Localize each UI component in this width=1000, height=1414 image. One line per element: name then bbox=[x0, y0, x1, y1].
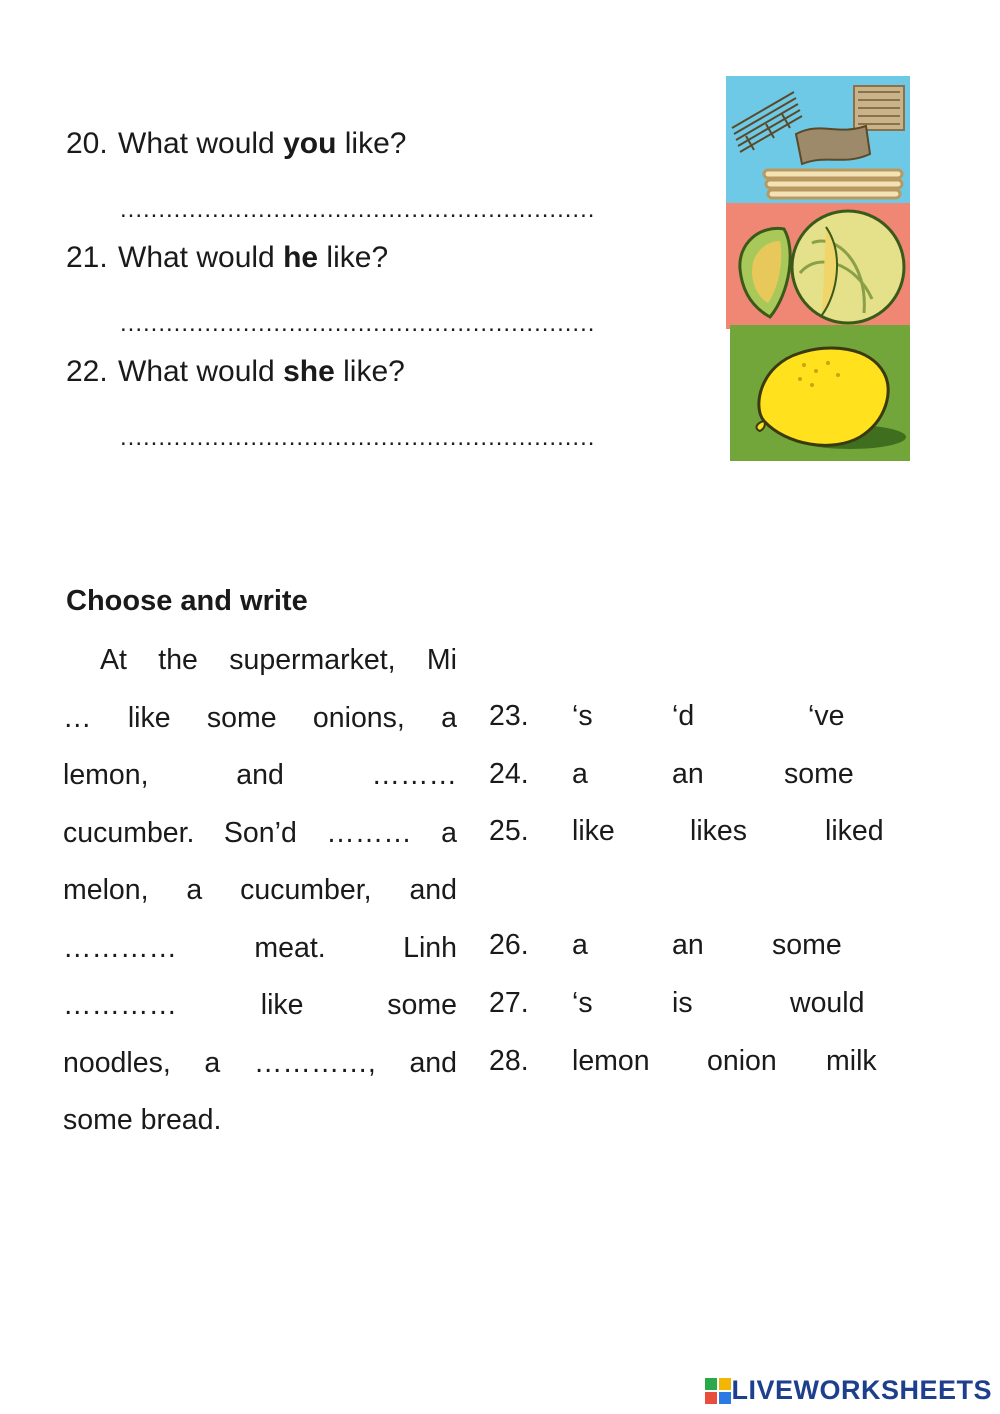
question-text-end: like? bbox=[318, 241, 389, 274]
option-choice[interactable]: ‘s bbox=[572, 700, 593, 732]
question-pronoun: you bbox=[283, 127, 337, 160]
option-row-23 bbox=[489, 700, 897, 733]
question-text: What would bbox=[118, 241, 284, 274]
option-number: 27. bbox=[489, 987, 529, 1019]
answer-line-22[interactable]: .............................................................. bbox=[120, 424, 596, 448]
passage bbox=[63, 642, 457, 1160]
option-choice[interactable]: some bbox=[784, 758, 854, 790]
passage-line: noodles, a …………, and bbox=[63, 1046, 457, 1079]
question-number: 21. bbox=[66, 241, 108, 274]
option-number: 26. bbox=[489, 929, 529, 961]
melon-picture bbox=[726, 203, 910, 329]
liveworksheets-logo-text: LIVEWORKSHEETS bbox=[731, 1375, 992, 1405]
passage-line: … like some onions, a bbox=[63, 701, 457, 734]
question-21 bbox=[66, 241, 388, 275]
option-choice[interactable]: like bbox=[572, 815, 615, 847]
question-text-end: like? bbox=[334, 355, 405, 388]
question-text: What would bbox=[118, 355, 284, 388]
option-choice[interactable]: an bbox=[672, 758, 704, 790]
option-row-27 bbox=[489, 987, 897, 1020]
option-choice[interactable]: milk bbox=[826, 1045, 877, 1077]
answer-line-20[interactable]: .............................................................. bbox=[120, 196, 596, 220]
option-choice[interactable]: a bbox=[572, 929, 588, 961]
passage-line: melon, a cucumber, and bbox=[63, 874, 457, 906]
question-22 bbox=[66, 355, 405, 389]
option-row-24 bbox=[489, 758, 897, 791]
passage-line: cucumber. Son’d ……… a bbox=[63, 816, 457, 849]
option-choice[interactable]: ‘d bbox=[672, 700, 695, 732]
passage-line: ………… like some bbox=[63, 989, 457, 1021]
question-number: 22. bbox=[66, 355, 108, 388]
option-choice[interactable]: likes bbox=[690, 815, 748, 847]
option-choice[interactable]: ‘s bbox=[572, 987, 593, 1019]
option-choice[interactable]: lemon bbox=[572, 1045, 650, 1077]
option-row-25 bbox=[489, 815, 897, 848]
option-number: 24. bbox=[489, 758, 529, 790]
option-choice[interactable]: a bbox=[572, 758, 588, 790]
option-choice[interactable]: onion bbox=[707, 1045, 777, 1077]
liveworksheets-logo bbox=[705, 1375, 992, 1406]
lemon-picture bbox=[730, 325, 910, 461]
question-text-end: like? bbox=[336, 127, 407, 160]
answer-line-21[interactable]: .............................................................. bbox=[120, 310, 596, 334]
option-choice[interactable]: liked bbox=[825, 815, 884, 847]
option-number: 23. bbox=[489, 700, 529, 732]
option-number: 25. bbox=[489, 815, 529, 847]
question-pronoun: he bbox=[283, 241, 319, 274]
section-title: Choose and write bbox=[66, 585, 308, 617]
passage-line: At the supermarket, Mi bbox=[100, 644, 457, 676]
option-choice[interactable]: ‘ve bbox=[808, 700, 845, 732]
noodles-picture bbox=[726, 76, 910, 204]
passage-line: some bread. bbox=[63, 1104, 222, 1136]
option-row-26 bbox=[489, 929, 897, 962]
question-number: 20. bbox=[66, 127, 108, 160]
option-row-28 bbox=[489, 1045, 897, 1078]
option-choice[interactable]: an bbox=[672, 929, 704, 961]
passage-line: lemon, and ……… bbox=[63, 759, 457, 791]
question-pronoun: she bbox=[283, 355, 335, 388]
liveworksheets-logo-icon bbox=[705, 1378, 731, 1404]
option-choice[interactable]: some bbox=[772, 929, 842, 961]
option-choice[interactable]: is bbox=[672, 987, 693, 1019]
option-choice[interactable]: would bbox=[790, 987, 865, 1019]
question-20 bbox=[66, 127, 406, 161]
option-number: 28. bbox=[489, 1045, 529, 1077]
question-text: What would bbox=[118, 127, 284, 160]
passage-line: ………… meat. Linh bbox=[63, 931, 457, 964]
